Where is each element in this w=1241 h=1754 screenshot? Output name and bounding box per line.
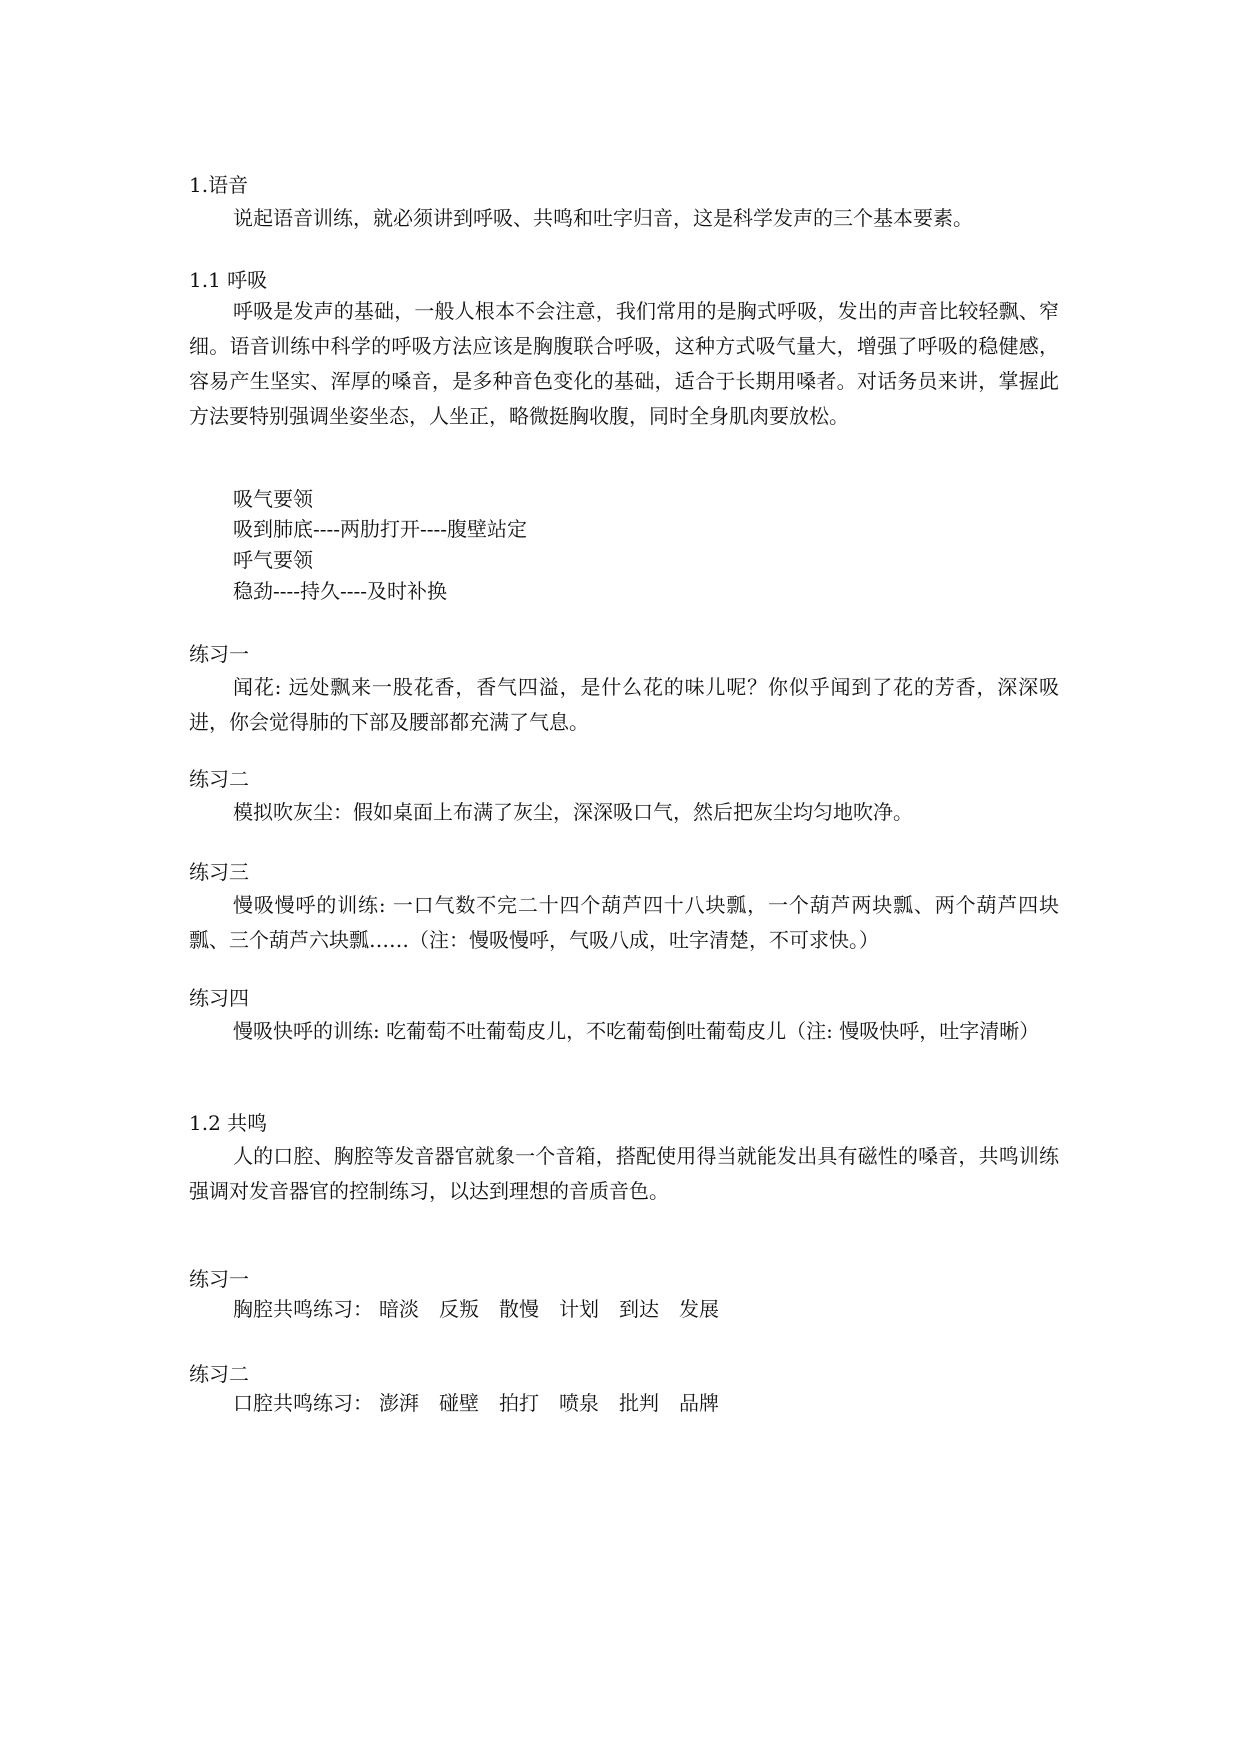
word-item: 计划 bbox=[559, 1297, 599, 1321]
breathing-paragraph: 呼吸是发声的基础，一般人根本不会注意，我们常用的是胸式呼吸，发出的声音比较轻飘、窄细。语音训练中科学的呼吸方法应该是胸腹联合呼吸，这种方式吸气量大，增强了呼吸的稳健感，容易产生坚实、浑厚的嗓音，是多种音色变化的基础，适合于长期用嗓者。对话务员来讲，掌握此方法要特别强调坐姿坐态，人坐正，略微挺胸收腹，同时全身肌肉要放松。 bbox=[189, 299, 1059, 428]
chest-resonance-label: 胸腔共鸣练习： bbox=[233, 1297, 373, 1321]
inhale-title: 吸气要领 bbox=[233, 487, 313, 511]
speech-intro-paragraph: 说起语音训练，就必须讲到呼吸、共鸣和吐字归音，这是科学发声的三个基本要素。 bbox=[233, 206, 973, 230]
oral-resonance-label: 口腔共鸣练习： bbox=[233, 1391, 373, 1415]
exercise-1-body: 闻花: 远处飘来一股花香，香气四溢，是什么花的味儿呢？你似乎闻到了花的芳香，深深吸进，你会觉得肺的下部及腰部都充满了气息。 bbox=[189, 675, 1059, 734]
exhale-title: 呼气要领 bbox=[233, 548, 313, 572]
exercise-4-title: 练习四 bbox=[189, 986, 249, 1010]
exercise-3-title: 练习三 bbox=[189, 860, 249, 884]
word-item: 批判 bbox=[619, 1391, 659, 1415]
word-item: 拍打 bbox=[499, 1391, 539, 1415]
word-item: 散慢 bbox=[499, 1297, 539, 1321]
word-item: 澎湃 bbox=[379, 1391, 419, 1415]
section-heading-breathing: 1.1 呼吸 bbox=[189, 268, 268, 292]
resonance-exercise-2-title: 练习二 bbox=[189, 1362, 249, 1386]
word-item: 喷泉 bbox=[559, 1391, 599, 1415]
resonance-exercise-1-title: 练习一 bbox=[189, 1267, 249, 1291]
exercise-2-body: 模拟吹灰尘：假如桌面上布满了灰尘，深深吸口气，然后把灰尘均匀地吹净。 bbox=[233, 800, 913, 824]
resonance-paragraph: 人的口腔、胸腔等发音器官就象一个音箱，搭配使用得当就能发出具有磁性的嗓音，共鸣训练强调对发音器官的控制练习，以达到理想的音质音色。 bbox=[189, 1144, 1059, 1203]
word-item: 到达 bbox=[619, 1297, 659, 1321]
section-heading-speech: 1.语音 bbox=[189, 173, 249, 197]
word-item: 反叛 bbox=[439, 1297, 479, 1321]
exercise-4-body: 慢吸快呼的训练: 吃葡萄不吐葡萄皮儿，不吃葡萄倒吐葡萄皮儿（注: 慢吸快呼，吐字清晰） bbox=[233, 1019, 1040, 1043]
inhale-steps: 吸到肺底----两肋打开----腹壁站定 bbox=[233, 517, 528, 541]
exercise-3-body: 慢吸慢呼的训练: 一口气数不完二十四个葫芦四十八块瓢，一个葫芦两块瓢、两个葫芦四块瓢、三个葫芦六块瓢……（注：慢吸慢呼，气吸八成，吐字清楚，不可求快。） bbox=[189, 893, 1059, 952]
exercise-2-title: 练习二 bbox=[189, 767, 249, 791]
word-item: 碰壁 bbox=[439, 1391, 479, 1415]
word-item: 发展 bbox=[679, 1297, 719, 1321]
oral-resonance-words bbox=[233, 1391, 739, 1415]
exhale-steps: 稳劲----持久----及时补换 bbox=[233, 579, 448, 603]
exercise-1-title: 练习一 bbox=[189, 642, 249, 666]
word-item: 暗淡 bbox=[379, 1297, 419, 1321]
word-item: 品牌 bbox=[679, 1391, 719, 1415]
section-heading-resonance: 1.2 共鸣 bbox=[189, 1111, 268, 1135]
chest-resonance-words bbox=[233, 1297, 739, 1321]
